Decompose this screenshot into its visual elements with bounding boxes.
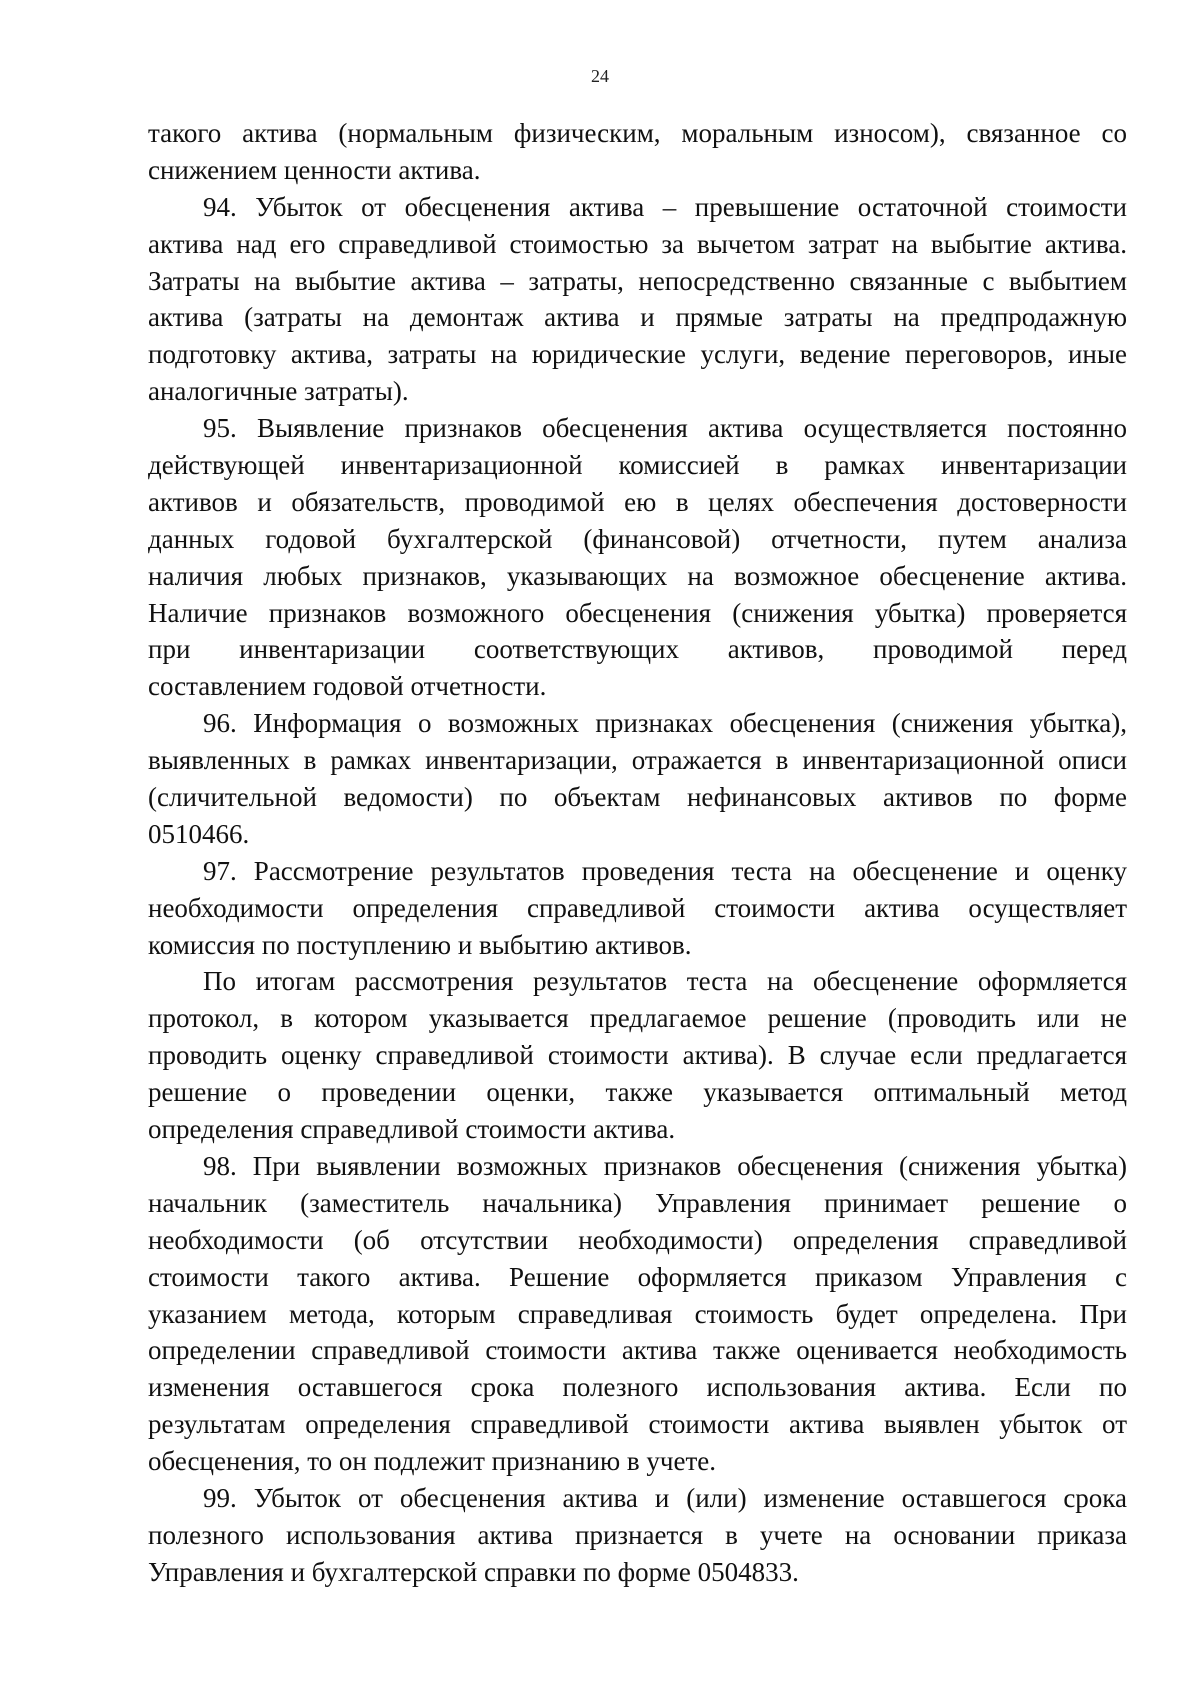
text-line: активов и обязательств, проводимой ею в целях обеспечения достоверности (148, 486, 1127, 517)
text-line: 98. При выявлении возможных признаков обесценения (снижения убытка) (203, 1150, 1127, 1181)
text-line: протокол, в котором указывается предлагаемое решение (проводить или не (148, 1003, 1127, 1034)
paragraph-item-95 (148, 410, 1127, 705)
text-line: такого актива (нормальным физическим, моральным износом), связанное со (148, 118, 1127, 148)
text-line: действующей инвентаризационной комиссией в рамках инвентаризации (148, 450, 1127, 481)
text-line: 97. Рассмотрение результатов проведения теста на обесценение и оценку (203, 855, 1127, 886)
text-line: необходимости определения справедливой стоимости актива осуществляет (148, 892, 1127, 923)
paragraph-intro-continued (148, 115, 1127, 189)
text-line: снижением ценности актива. (148, 154, 481, 185)
text-line: необходимости (об отсутствии необходимости) определения справедливой (148, 1224, 1127, 1255)
text-line: результатам определения справедливой стоимости актива выявлен убыток от (148, 1409, 1127, 1440)
text-line: выявленных в рамках инвентаризации, отражается в инвентаризационной описи (148, 745, 1127, 776)
paragraph-item-97 (148, 853, 1127, 964)
text-line: аналогичные затраты). (148, 376, 409, 407)
text-line: Наличие признаков возможного обесценения (снижения убытка) проверяется (148, 597, 1127, 628)
text-line: (сличительной ведомости) по объектам нефинансовых активов по форме (148, 782, 1127, 813)
text-line: определения справедливой стоимости актива. (148, 1114, 676, 1145)
text-line: актива над его справедливой стоимостью за вычетом затрат на выбытие актива. (148, 228, 1127, 259)
text-line: По итогам рассмотрения результатов теста на обесценение оформляется (203, 966, 1127, 997)
text-line: изменения оставшегося срока полезного использования актива. Если по (148, 1372, 1127, 1403)
text-line: стоимости такого актива. Решение оформляется приказом Управления с (148, 1261, 1127, 1292)
text-line: 94. Убыток от обесценения актива – превышение остаточной стоимости (203, 191, 1127, 222)
text-line: полезного использования актива признается в учете на основании приказа (148, 1519, 1127, 1550)
text-line: данных годовой бухгалтерской (финансовой) отчетности, путем анализа (148, 523, 1127, 554)
text-line: начальник (заместитель начальника) Управления принимает решение о (148, 1187, 1127, 1218)
paragraph-item-98 (148, 1148, 1127, 1480)
text-line: 99. Убыток от обесценения актива и (или) изменение оставшегося срока (203, 1482, 1127, 1513)
text-line: комиссия по поступлению и выбытию активов. (148, 929, 692, 960)
page-number: 24 (591, 66, 609, 86)
text-line: Затраты на выбытие актива – затраты, непосредственно связанные с выбытием (148, 265, 1127, 296)
document-body (148, 115, 1127, 1591)
text-line: составлением годовой отчетности. (148, 671, 547, 702)
text-line: актива (затраты на демонтаж актива и прямые затраты на предпродажную (148, 302, 1127, 333)
text-line: Управления и бухгалтерской справки по форме 0504833. (148, 1556, 799, 1587)
text-line: 96. Информация о возможных признаках обесценения (снижения убытка), (203, 708, 1127, 739)
paragraph-item-94 (148, 189, 1127, 410)
paragraph-item-99 (148, 1480, 1127, 1591)
text-line: проводить оценку справедливой стоимости актива). В случае если предлагается (148, 1040, 1127, 1071)
paragraph-item-96 (148, 705, 1127, 853)
text-line: подготовку актива, затраты на юридические услуги, ведение переговоров, иные (148, 339, 1127, 370)
text-line: 95. Выявление признаков обесценения актива осуществляется постоянно (203, 413, 1127, 444)
paragraph-item-97-protocol (148, 963, 1127, 1147)
text-line: определении справедливой стоимости актива также оценивается необходимость (148, 1335, 1127, 1366)
text-line: решение о проведении оценки, также указывается оптимальный метод (148, 1077, 1127, 1108)
text-line: при инвентаризации соответствующих активов, проводимой перед (148, 634, 1127, 665)
text-line: 0510466. (148, 818, 250, 849)
text-line: обесценения, то он подлежит признанию в учете. (148, 1446, 717, 1477)
text-line: указанием метода, которым справедливая стоимость будет определена. При (148, 1298, 1127, 1329)
text-line: наличия любых признаков, указывающих на возможное обесценение актива. (148, 560, 1127, 591)
